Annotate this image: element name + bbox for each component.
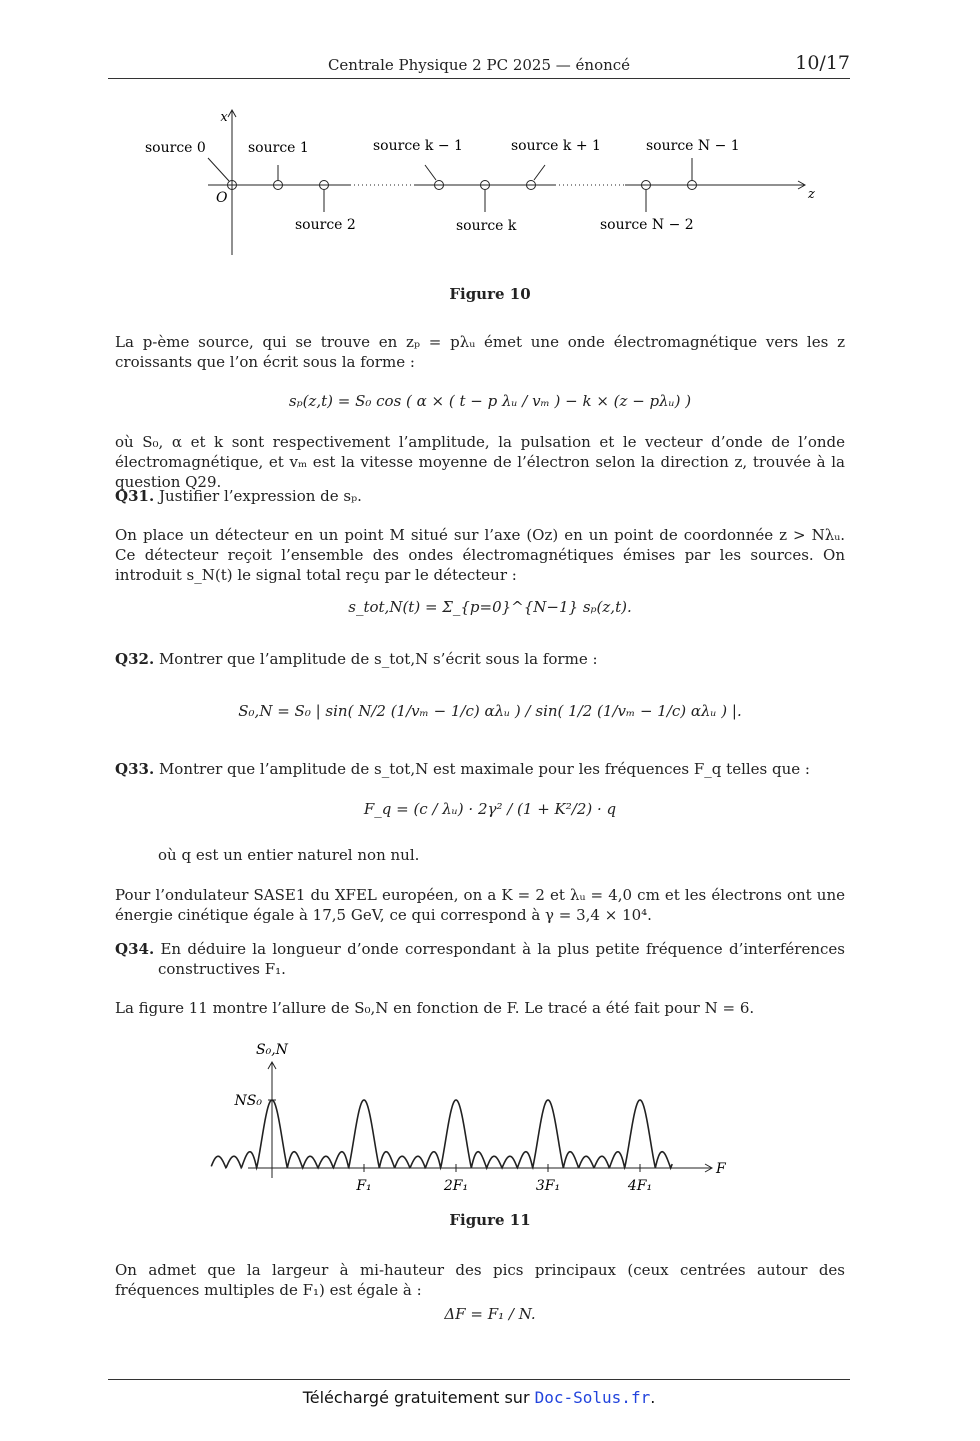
equation-sum: s_tot,N(t) = Σ_{p=0}^{N−1} sₚ(z,t). [348,598,632,616]
q34-label: Q34. [115,940,155,958]
figure-10-caption: Figure 10 [449,285,531,303]
figure-10-diagram [0,100,980,270]
origin-label: O [216,190,228,206]
source-k-label: source k [456,218,517,234]
q34-text: En déduire la longueur d’onde correspondant à la plus petite fréquence d’interférences constructives F₁. [158,940,845,978]
footer-period: . [650,1388,656,1407]
paragraph-xfel: Pour l’ondulateur SASE1 du XFEL européen, on a K = 2 et λᵤ = 4,0 cm et les électrons ont une énergie cinétique égale à 17,5 GeV, ce qui correspond à γ = 3,4 × 10⁴. [115,886,845,924]
q33-note: où q est un entier naturel non nul. [158,846,420,864]
question-31 [115,486,845,506]
x-tick-label-3: 3F₁ [535,1178,561,1194]
x-tick-label-4: 4F₁ [627,1178,653,1194]
x-tick-label-1: F₁ [356,1178,372,1194]
q32-text: Montrer que l’amplitude de s_tot,N s’écrit sous la forme : [158,650,598,668]
header-title: Centrale Physique 2 PC 2025 — énoncé [327,56,631,74]
x-axis-label: x [220,110,228,125]
y-axis-label: S₀,N [256,1042,288,1058]
source-2-label: source 2 [295,217,356,233]
page-header [108,52,850,79]
source-N-2-label: source N − 2 [600,217,694,233]
paragraph-source: La p-ème source, qui se trouve en zₚ = pλᵤ émet une onde électromagnétique vers les z croissants que l’on écrit sous la forme : [115,333,845,371]
z-axis-label: z [808,187,815,202]
doc-solus-link[interactable]: Doc-Solus.fr [534,1388,651,1407]
q31-text: Justifier l’expression de sₚ. [158,487,362,505]
paragraph-detector: On place un détecteur en un point M situé sur l’axe (Oz) en un point de coordonnée z > Nλᵤ. Ce détecteur reçoit l’ensemble des ondes électromagnétiques émises par les sources. On introduit s_N(t) le signal total reçu par le détecteur : [115,526,845,584]
source-0-label: source 0 [145,140,206,156]
x-axis-label: F [716,1161,726,1177]
amplitude-curve [211,1100,672,1168]
figure-11-caption: Figure 11 [449,1211,531,1229]
equation-amplitude: S₀,N = S₀ | sin( N/2 (1/vₘ − 1/c) αλᵤ ) / sin( 1/2 (1/vₘ − 1/c) αλᵤ ) |. [238,702,742,720]
figure-11-chart [0,1030,980,1200]
question-34 [115,939,845,979]
q33-label: Q33. [115,760,155,778]
source-k-1-label: source k − 1 [373,138,463,154]
paragraph-definitions: où S₀, α et k sont respectivement l’amplitude, la pulsation et le vecteur d’onde de l’onde électromagnétique, et vₘ est la vitesse moyenne de l’électron selon la direction z, trouvée à la question Q29. [115,433,845,491]
question-33 [115,759,845,779]
y-tick-label: NS₀ [234,1093,262,1109]
source-N-1-label: source N − 1 [646,138,740,154]
equation-sp: sₚ(z,t) = S₀ cos ( α × ( t − p λᵤ / vₘ ) − k × (z − pλᵤ) ) [288,392,692,410]
x-tick-label-2: 2F₁ [443,1178,469,1194]
footer-text [108,1388,850,1407]
q33-text: Montrer que l’amplitude de s_tot,N est maximale pour les fréquences F_q telles que : [158,760,810,778]
page-footer [108,1379,850,1407]
source-k+1-label: source k + 1 [511,138,601,154]
equation-Fq: F_q = (c / λᵤ) · 2γ² / (1 + K²/2) · q [363,800,617,818]
source-1-label: source 1 [248,140,309,156]
paragraph-fwhm: On admet que la largeur à mi-hauteur des pics principaux (ceux centrées autour des fréquences multiples de F₁) est égale à : [115,1261,845,1299]
q32-label: Q32. [115,650,155,668]
page-number: 10/17 [795,52,850,74]
paragraph-fig11-intro: La figure 11 montre l’allure de S₀,N en fonction de F. Le tracé a été fait pour N = 6. [115,999,755,1017]
equation-deltaF: ΔF = F₁ / N. [444,1305,536,1323]
question-32 [115,649,845,669]
q31-label: Q31. [115,487,155,505]
footer-label: Téléchargé gratuitement sur [302,1388,530,1407]
